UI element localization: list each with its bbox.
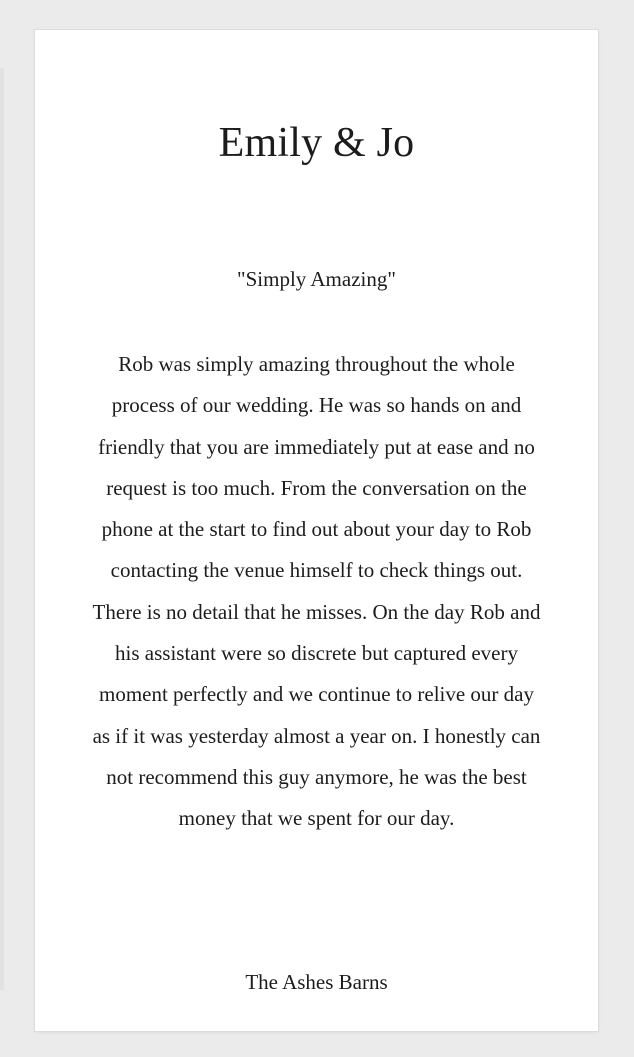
testimonial-names: Emily & Jo <box>218 120 415 166</box>
testimonial-card <box>35 30 598 1031</box>
testimonial-body: Rob was simply amazing throughout the whole process of our wedding. He was so hands on and friendly that you are immediately put at ease and no request is too much. From the conversation on the phone at the start to find out about your day to Rob contacting the venue himself to check things out. There is no detail that he misses. On the day Rob and his assistant were so discrete but captured every moment perfectly and we continue to relive our day as if it was yesterday almost a year on. I honestly can not recommend this guy anymore, he was the best money that we spent for our day. <box>92 352 541 831</box>
testimonial-venue: The Ashes Barns <box>245 970 388 994</box>
page-edge-divider <box>0 68 4 990</box>
testimonial-quote-title: "Simply Amazing" <box>237 267 396 291</box>
